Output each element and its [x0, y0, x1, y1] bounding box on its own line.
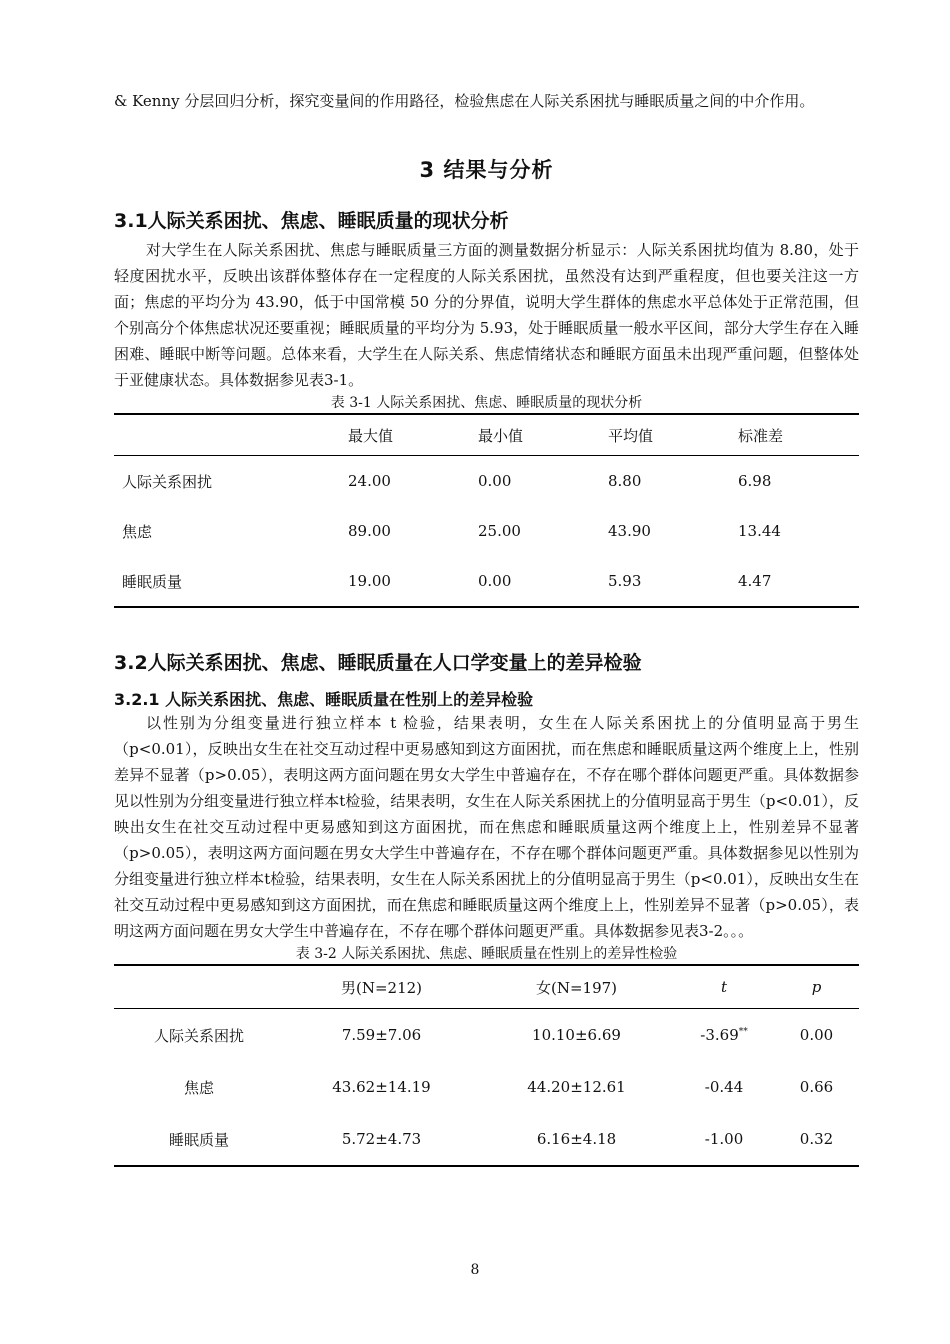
table-cell: 0.00 — [799, 1026, 834, 1044]
table-row — [114, 506, 859, 556]
table-cell: 8.80 — [608, 472, 642, 490]
table-header-row — [114, 414, 859, 456]
table-cell: 0.66 — [799, 1078, 834, 1096]
table-header-cell: 标准差 — [730, 414, 859, 456]
table-cell: 7.59±7.06 — [341, 1026, 422, 1044]
row-label: 焦虑 — [183, 1078, 214, 1097]
table-cell: 24.00 — [348, 472, 391, 490]
table-cell: 0.00 — [478, 572, 512, 590]
row-label: 人际关系困扰 — [122, 472, 213, 491]
table-cell: 6.98 — [738, 472, 772, 490]
table-cell: 43.90 — [608, 522, 651, 540]
table-cell: 44.20±12.61 — [527, 1078, 626, 1096]
table-header-cell: 最大值 — [340, 414, 470, 456]
chapter-title: 3 结果与分析 — [419, 158, 554, 182]
table-cell: 25.00 — [478, 522, 521, 540]
table-cell: 13.44 — [738, 522, 781, 540]
table-row — [114, 1061, 859, 1113]
significance-mark: ** — [738, 1027, 748, 1037]
row-label: 人际关系困扰 — [153, 1026, 244, 1045]
table-header-cell — [114, 965, 284, 1009]
table-header-cell — [114, 414, 340, 456]
table-3-2-caption: 表 3-2 人际关系困扰、焦虑、睡眠质量在性别上的差异性检验 — [295, 946, 678, 962]
table-header-cell: 女(N=197) — [479, 965, 674, 1009]
section-3-2-1-paragraph: 以性别为分组变量进行独立样本 t 检验，结果表明，女生在人际关系困扰上的分值明显高于男生（p<0.01），反映出女生在社交互动过程中更易感知到这方面困扰，而在焦虑和睡眠质量这两个维度上上，性别差异不显著（p>0.05），表明这两方面问题在男女大学生中普遍存在，不存在哪个群体问题更严重。具体数据参见以性别为分组变量进行独立样本t检验，结果表明，女生在人际关系困扰上的分值明显高于男生（p<0.01），反映出女生在社交互动过程中更易感知到这方面困扰，而在焦虑和睡眠质量这两个维度上上，性别差异不显著（p>0.05），表明这两方面问题在男女大学生中普遍存在，不存在哪个群体问题更严重。具体数据参见以性别为分组变量进行独立样本t检验，结果表明，女生在人际关系困扰上的分值明显高于男生（p<0.01），反映出女生在社交互动过程中更易感知到这方面困扰，而在焦虑和睡眠质量这两个维度上上，性别差异不显著（p>0.05），表明这两方面问题在男女大学生中普遍存在，不存在哪个群体问题更严重。具体数据参见表3-2。。。 — [114, 714, 859, 940]
table-header-cell: 最小值 — [470, 414, 600, 456]
table-cell: 0.00 — [478, 472, 512, 490]
table-header-cell: 男(N=212) — [284, 965, 479, 1009]
table-cell: 6.16±4.18 — [536, 1130, 617, 1148]
table-cell: -0.44 — [704, 1078, 744, 1096]
page-number: 8 — [470, 1262, 480, 1278]
table-row — [114, 556, 859, 607]
table-cell: 43.62±14.19 — [332, 1078, 431, 1096]
table-row — [114, 1009, 859, 1062]
section-3-1-title: 3.1人际关系困扰、焦虑、睡眠质量的现状分析 — [114, 210, 509, 232]
table-3-1-caption: 表 3-1 人际关系困扰、焦虑、睡眠质量的现状分析 — [330, 395, 643, 411]
table-cell: 0.32 — [799, 1130, 834, 1148]
table-header-cell: 平均值 — [600, 414, 730, 456]
table-3-1 — [114, 413, 859, 608]
table-cell: 4.47 — [738, 572, 772, 590]
table-header-cell: p — [774, 965, 859, 1009]
section-3-2-title: 3.2人际关系困扰、焦虑、睡眠质量在人口学变量上的差异检验 — [114, 652, 642, 674]
subsection-3-2-1-title: 3.2.1 人际关系困扰、焦虑、睡眠质量在性别上的差异检验 — [114, 690, 534, 709]
table-cell: 10.10±6.69 — [532, 1026, 621, 1044]
table-header-cell: t — [674, 965, 774, 1009]
table-row — [114, 456, 859, 507]
row-label: 焦虑 — [122, 522, 153, 541]
t-value: -3.69 — [700, 1026, 739, 1044]
table-cell: 89.00 — [348, 522, 391, 540]
intro-paragraph: & Kenny 分层回归分析，探究变量间的作用路径，检验焦虑在人际关系困扰与睡眠质量之间的中介作用。 — [114, 92, 815, 110]
row-label: 睡眠质量 — [122, 572, 183, 591]
table-cell — [674, 1009, 774, 1062]
table-cell: 19.00 — [348, 572, 391, 590]
section-3-1-paragraph: 对大学生在人际关系困扰、焦虑与睡眠质量三方面的测量数据分析显示：人际关系困扰均值为 8.80，处于轻度困扰水平，反映出该群体整体存在一定程度的人际关系困扰，虽然没有达到严重程度，但也要关注这一方面；焦虑的平均分为 43.90，低于中国常模 50 分的分界值，说明大学生群体的焦虑水平总体处于正常范围，但个别高分个体焦虑状况还要重视；睡眠质量的平均分为 5.93，处于睡眠质量一般水平区间，部分大学生存在入睡困难、睡眠中断等问题。总体来看，大学生在人际关系、焦虑情绪状态和睡眠方面虽未出现严重问题，但整体处于亚健康状态。具体数据参见表3-1。 — [114, 241, 859, 389]
table-header-row — [114, 965, 859, 1009]
table-cell: -1.00 — [704, 1130, 744, 1148]
table-cell: 5.93 — [608, 572, 642, 590]
document-page — [114, 88, 859, 1167]
table-3-2 — [114, 964, 859, 1167]
row-label: 睡眠质量 — [168, 1130, 229, 1149]
table-cell: 5.72±4.73 — [341, 1130, 422, 1148]
table-row — [114, 1113, 859, 1166]
